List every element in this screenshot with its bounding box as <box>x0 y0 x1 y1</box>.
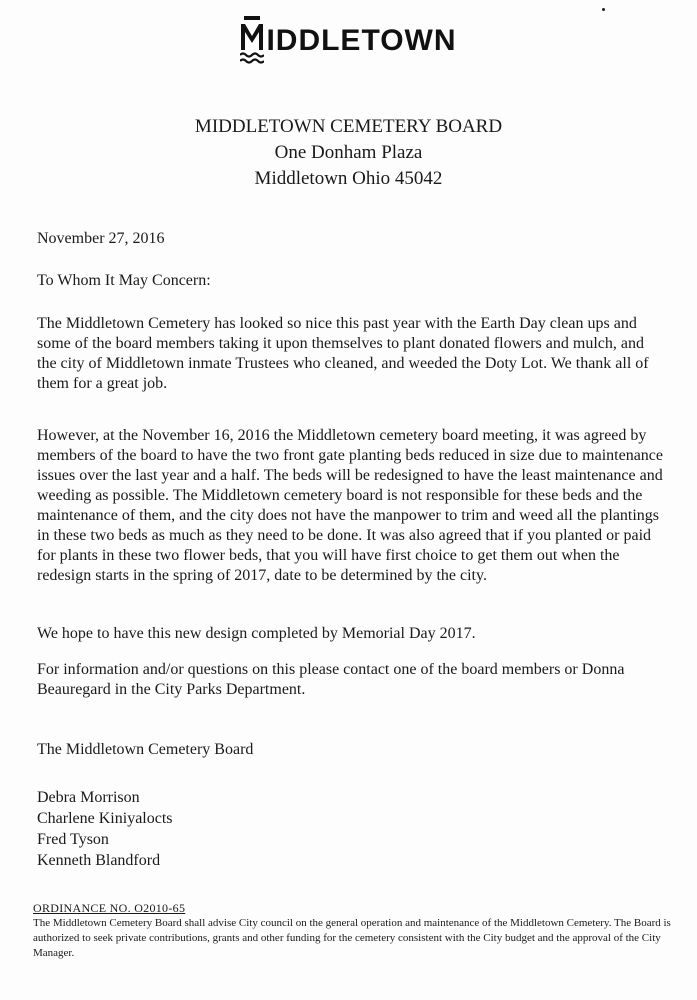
paragraph-4: For information and/or questions on this please contact one of the board members or Donna Beauregard in the City Parks Department. <box>37 661 625 698</box>
ordinance-text: The Middletown Cemetery Board shall advise City council on the general operation and maintenance of the Middletown Cemetery. The Board is authorized to seek private contributions, grants and other funding for the cemetery consistent with the City budget and the approval of the City Manager. <box>33 917 671 959</box>
ordinance-note <box>33 901 673 961</box>
paragraph-3: We hope to have this new design completed by Memorial Day 2017. <box>37 625 476 642</box>
organization-name: MIDDLETOWN CEMETERY BOARD <box>194 116 503 137</box>
logo-wordmark: IDDLETOWN <box>266 24 457 57</box>
paragraph-1: The Middletown Cemetery has looked so nice this past year with the Earth Day clean ups and some of the board members taking it upon themselves to plant donated flowers and mulch, and the city of Middletown inmate Trustees who cleaned, and weeded the Doty Lot. We thank all of them for a great job. <box>37 315 649 392</box>
address-line-1: One Donham Plaza <box>274 142 423 163</box>
signer-name: Fred Tyson <box>37 831 109 848</box>
paragraph-2: However, at the November 16, 2016 the Middletown cemetery board meeting, it was agreed by members of the board to have the two front gate planting beds reduced in size due to maintenance issues over the last year and a half. The beds will be redesigned to have the least maintenance and weeding as possible. The Middletown cemetery board is not responsible for these beds and the maintenance of them, and the city does not have the manpower to trim and weed all the plantings in these two beds as much as they need to be done. It was also agreed that if you planted or paid for plants in these two flower beds, that you will have first choice to get them out when the redesign starts in the spring of 2017, date to be determined by the city. <box>37 427 664 584</box>
salutation: To Whom It May Concern: <box>37 272 211 289</box>
signer-name: Kenneth Blandford <box>37 852 161 869</box>
letterhead <box>0 114 697 192</box>
letter-date: November 27, 2016 <box>37 230 165 247</box>
signer-name: Charlene Kiniyalocts <box>37 810 173 827</box>
ordinance-title: ORDINANCE NO. O2010-65 <box>33 901 186 915</box>
scan-speck <box>602 8 605 11</box>
city-logo <box>0 16 697 71</box>
signer-list <box>37 787 667 871</box>
address-line-2: Middletown Ohio 45042 <box>254 168 443 189</box>
middletown-m-logo-icon <box>240 16 264 66</box>
closing: The Middletown Cemetery Board <box>37 741 254 758</box>
signer-name: Debra Morrison <box>37 789 140 806</box>
